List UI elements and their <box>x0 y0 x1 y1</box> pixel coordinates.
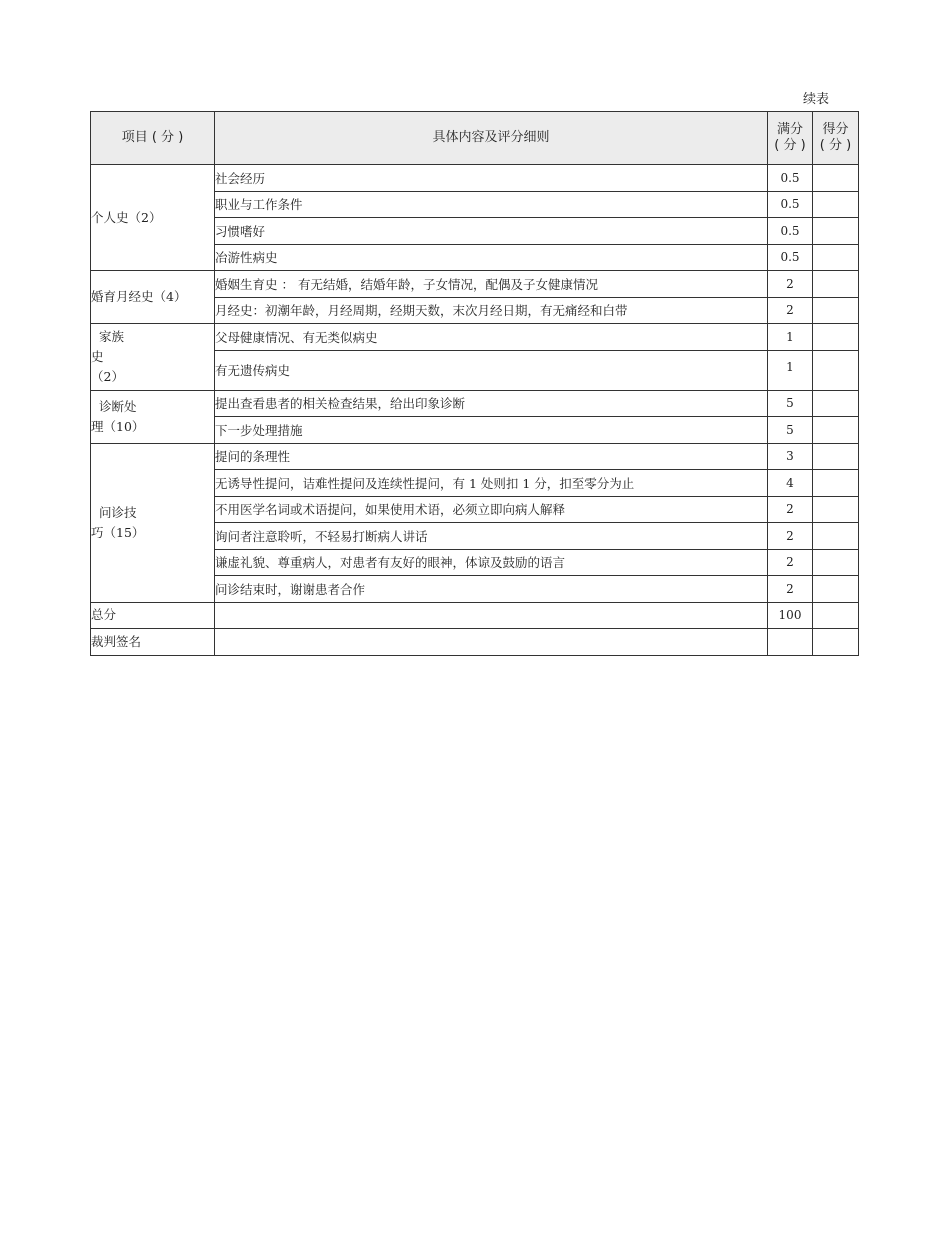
criterion-text: 冶游性病史 <box>215 244 768 271</box>
score-cell[interactable] <box>813 244 859 271</box>
full-score: 2 <box>768 549 813 576</box>
header-row <box>91 112 859 165</box>
total-row <box>91 602 859 629</box>
full-score: 5 <box>768 417 813 444</box>
section-skills-label: 问诊技 巧（15） <box>91 443 215 602</box>
header-content: 具体内容及评分细则 <box>215 112 768 165</box>
full-score: 2 <box>768 576 813 603</box>
criterion-text: 职业与工作条件 <box>215 191 768 218</box>
referee-blank-cell <box>813 629 859 656</box>
section-personal-label: 个人史（2） <box>91 165 215 271</box>
full-score: 5 <box>768 390 813 417</box>
section-marriage-label: 婚育月经史（4） <box>91 271 215 324</box>
table-row <box>91 390 859 417</box>
full-score: 1 <box>768 350 813 390</box>
referee-signature-field[interactable] <box>215 629 768 656</box>
continued-label: 续表 <box>803 92 830 107</box>
score-cell[interactable] <box>813 470 859 497</box>
criterion-text: 习惯嗜好 <box>215 218 768 245</box>
score-cell[interactable] <box>813 390 859 417</box>
score-cell[interactable] <box>813 496 859 523</box>
criterion-text: 父母健康情况、有无类似病史 <box>215 324 768 351</box>
score-cell[interactable] <box>813 350 859 390</box>
full-score: 2 <box>768 297 813 324</box>
criterion-text: 月经史：初潮年龄，月经周期，经期天数，末次月经日期，有无痛经和白带 <box>215 297 768 324</box>
score-cell[interactable] <box>813 576 859 603</box>
table-row <box>91 443 859 470</box>
full-score: 4 <box>768 470 813 497</box>
full-score: 2 <box>768 496 813 523</box>
full-score: 2 <box>768 271 813 298</box>
table-row <box>91 271 859 298</box>
full-score: 0.5 <box>768 218 813 245</box>
table-row <box>91 324 859 351</box>
criterion-text: 问诊结束时，谢谢患者合作 <box>215 576 768 603</box>
criterion-text: 不用医学名词或术语提问，如果使用术语，必须立即向病人解释 <box>215 496 768 523</box>
criterion-text: 询问者注意聆听，不轻易打断病人讲话 <box>215 523 768 550</box>
full-score: 0.5 <box>768 244 813 271</box>
score-cell[interactable] <box>813 271 859 298</box>
full-score: 0.5 <box>768 165 813 192</box>
total-score-cell[interactable] <box>813 602 859 629</box>
score-cell[interactable] <box>813 218 859 245</box>
score-cell[interactable] <box>813 191 859 218</box>
score-cell[interactable] <box>813 324 859 351</box>
scoring-table <box>90 111 859 656</box>
full-score: 1 <box>768 324 813 351</box>
total-label: 总分 <box>91 602 215 629</box>
total-full-score: 100 <box>768 602 813 629</box>
section-family-label: 家族 史 （2） <box>91 324 215 391</box>
section-diagnosis-label: 诊断处 理（10） <box>91 390 215 443</box>
full-score: 2 <box>768 523 813 550</box>
criterion-text: 有无遗传病史 <box>215 350 768 390</box>
criterion-text: 社会经历 <box>215 165 768 192</box>
criterion-text: 无诱导性提问，诘难性提问及连续性提问，有 1 处则扣 1 分，扣至零分为止 <box>215 470 768 497</box>
criterion-text: 婚姻生育史 ： 有无结婚，结婚年龄，子女情况，配偶及子女健康情况 <box>215 271 768 298</box>
full-score: 3 <box>768 443 813 470</box>
score-cell[interactable] <box>813 297 859 324</box>
header-score: 得分 ( 分 ) <box>813 112 859 165</box>
criterion-text: 下一步处理措施 <box>215 417 768 444</box>
score-cell[interactable] <box>813 549 859 576</box>
header-item: 项目 ( 分 ) <box>91 112 215 165</box>
criterion-text: 谦虚礼貌、尊重病人，对患者有友好的眼神，体谅及鼓励的语言 <box>215 549 768 576</box>
total-content-cell <box>215 602 768 629</box>
score-cell[interactable] <box>813 417 859 444</box>
criterion-text: 提出查看患者的相关检查结果，给出印象诊断 <box>215 390 768 417</box>
referee-label: 裁判签名 <box>91 629 215 656</box>
score-cell[interactable] <box>813 523 859 550</box>
referee-row <box>91 629 859 656</box>
referee-blank-cell <box>768 629 813 656</box>
header-full-score: 满分 ( 分 ) <box>768 112 813 165</box>
score-cell[interactable] <box>813 443 859 470</box>
table-row <box>91 165 859 192</box>
criterion-text: 提问的条理性 <box>215 443 768 470</box>
score-cell[interactable] <box>813 165 859 192</box>
full-score: 0.5 <box>768 191 813 218</box>
